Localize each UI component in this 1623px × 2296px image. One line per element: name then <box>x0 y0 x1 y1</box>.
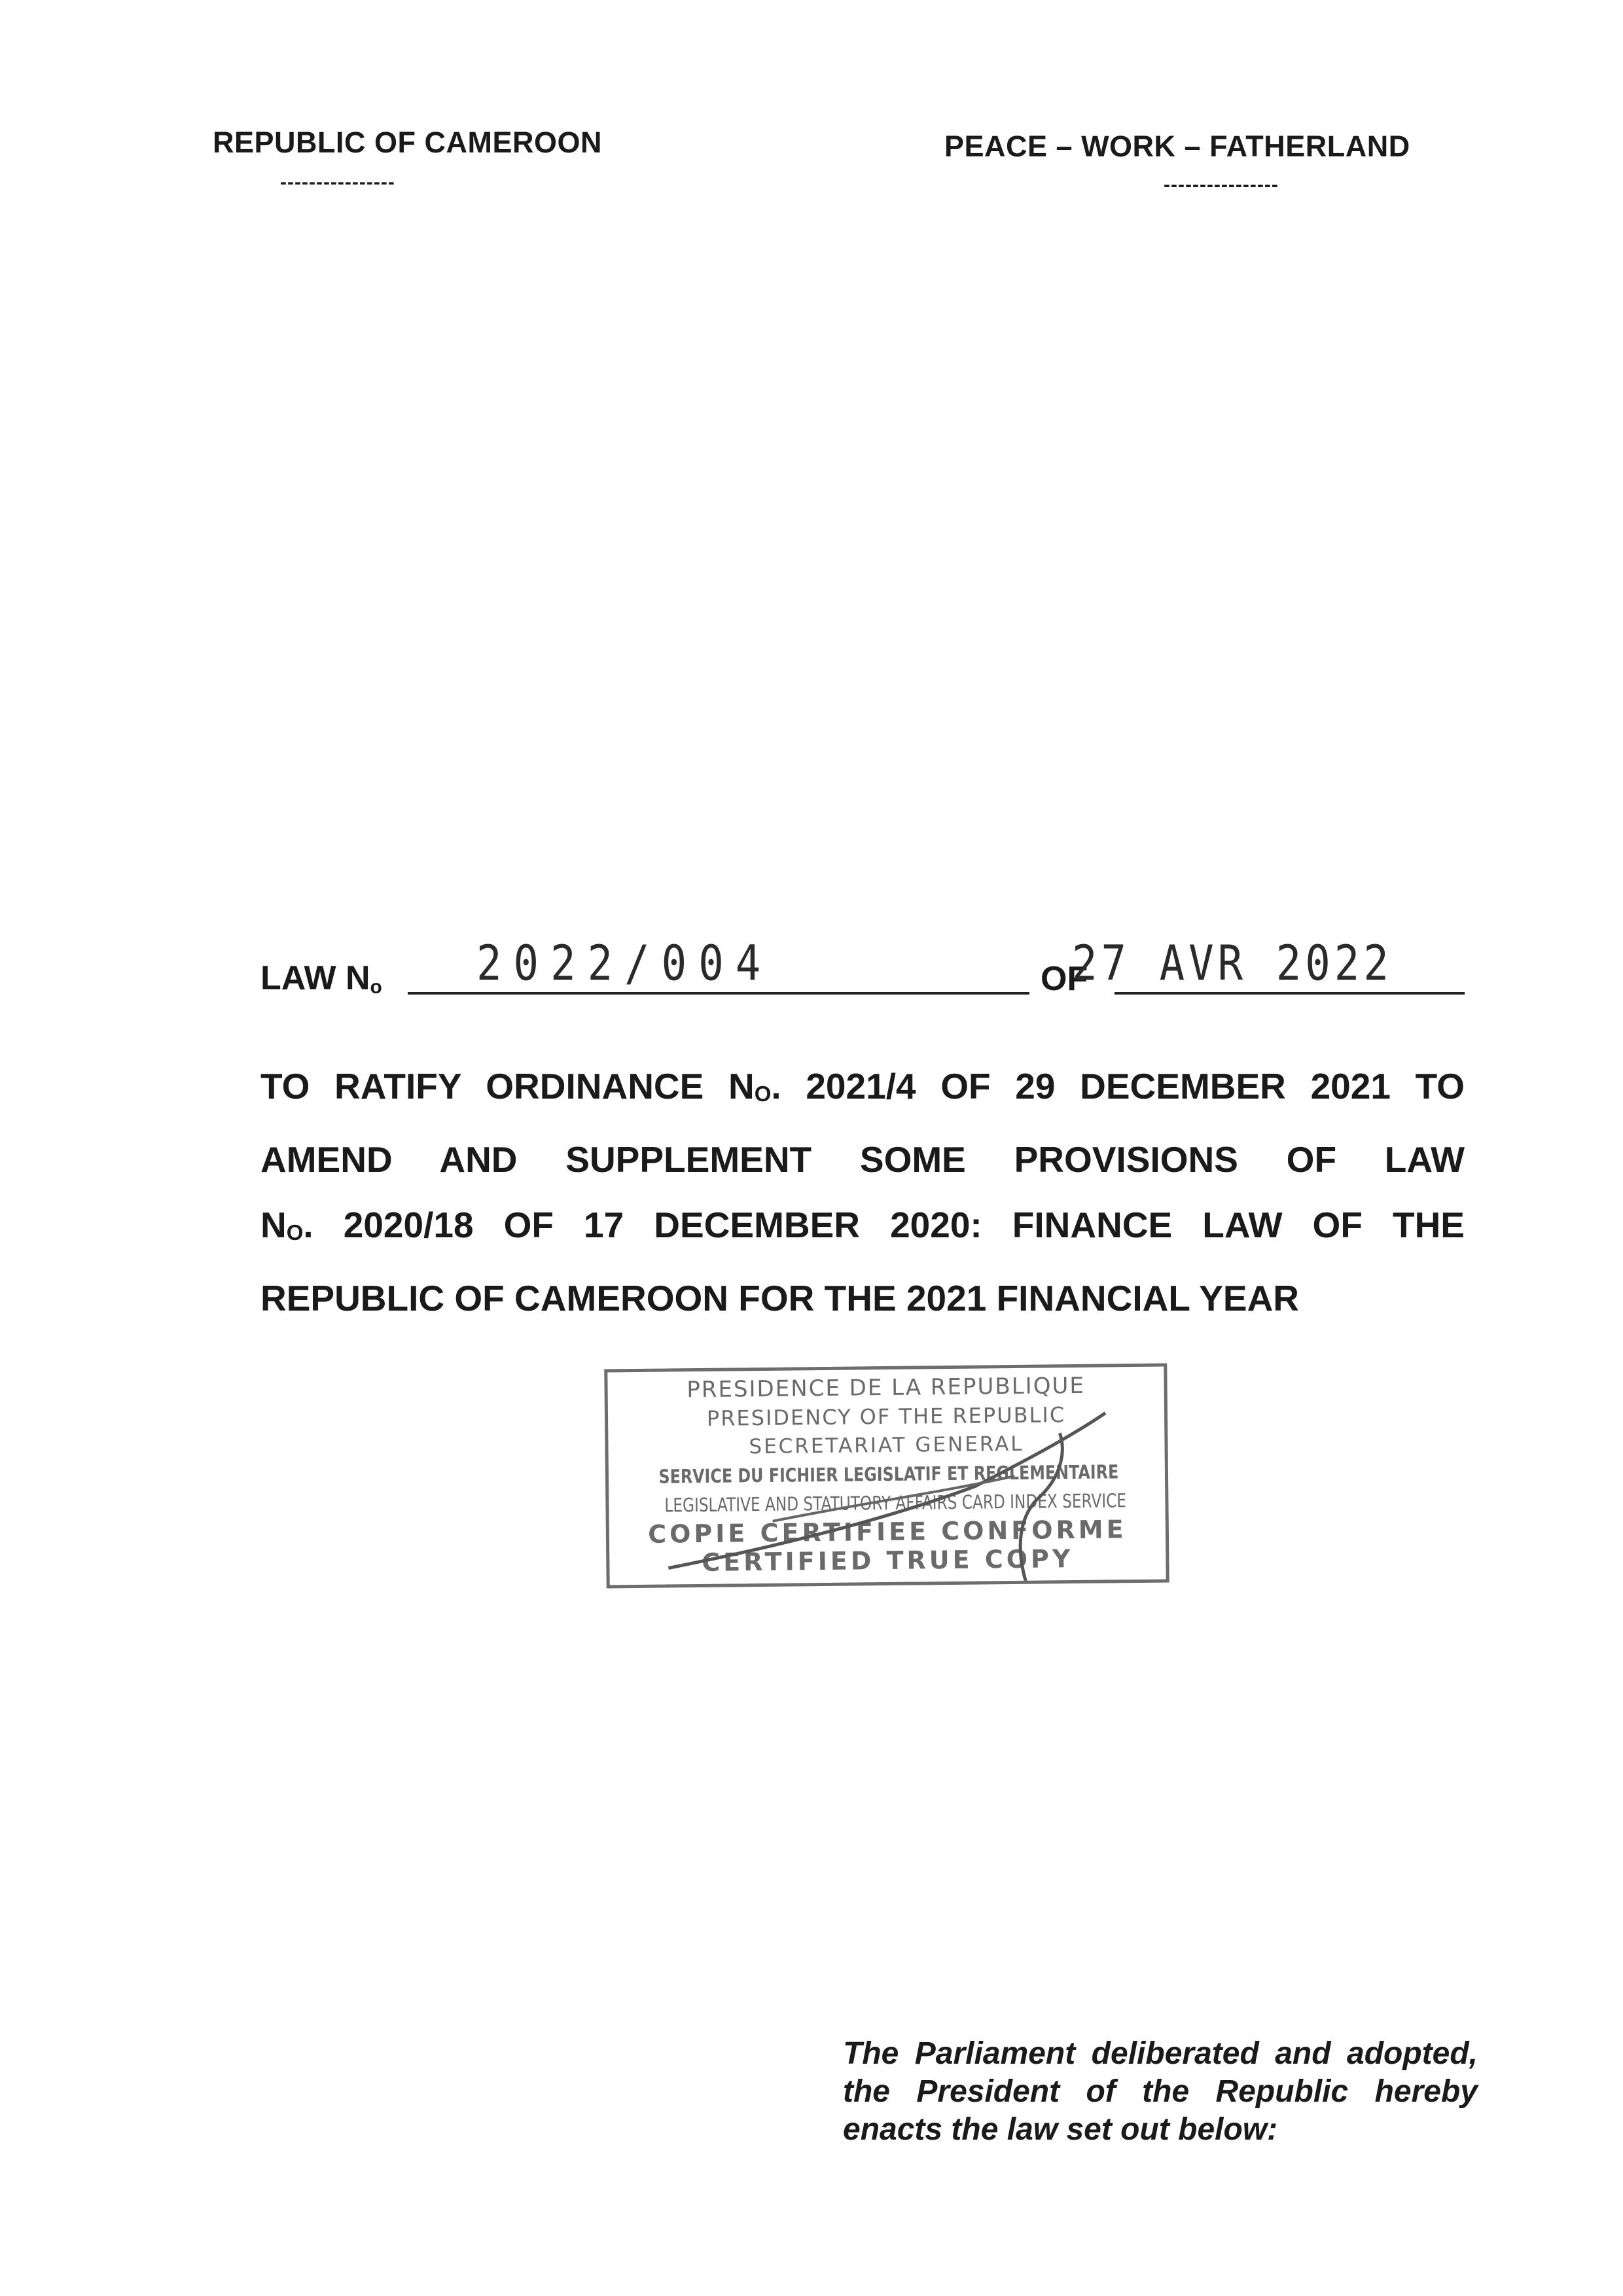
title-line-4: REPUBLIC OF CAMEROON FOR THE 2021 FINANCIAL YEAR <box>260 1278 1300 1318</box>
certified-copy-stamp <box>604 1364 1169 1589</box>
stamp-line-6: COPIE CERTIFIEE CONFORME <box>647 1515 1127 1549</box>
header-right-motto: PEACE – WORK – FATHERLAND <box>944 130 1410 163</box>
stamp-line-1: PRESIDENCE DE LA REPUBLIQUE <box>687 1372 1086 1404</box>
of-label: OF <box>1041 960 1088 998</box>
header-right-dashes: ---------------- <box>1164 174 1279 196</box>
header-left-title: REPUBLIC OF CAMEROON <box>213 126 602 159</box>
stamp-line-7: CERTIFIED TRUE COPY <box>702 1544 1074 1577</box>
stamp-line-4: SERVICE DU FICHIER LEGISLATIF ET REGLEMENTAIRE <box>658 1460 1119 1488</box>
stamp-line-3: SECRETARIAT GENERAL <box>749 1432 1024 1459</box>
title-line-2: AMEND AND SUPPLEMENT SOME PROVISIONS OF LAW <box>260 1139 1465 1180</box>
title-line-3: $N_O$. 2020/18 OF 17 DECEMBER 2020: FINANCE LAW OF THE <box>260 1205 1465 1245</box>
date-stamp: 27 AVR 2022 <box>1072 936 1393 992</box>
law-number-handwritten: 2022/004 <box>476 936 773 992</box>
stamp-line-5: LEGISLATIVE AND STATUTORY AFFAIRS CARD INDEX SERVICE <box>664 1489 1127 1517</box>
stamp-line-2: PRESIDENCY OF THE REPUBLIC <box>706 1402 1066 1431</box>
enactment-line-2: the President of the Republic hereby <box>843 2074 1478 2109</box>
enactment-line-3: enacts the law set out below: <box>843 2112 1278 2147</box>
enactment-formula <box>843 2035 1478 2149</box>
law-number-line <box>260 929 1465 1001</box>
law-title <box>260 1053 1465 1331</box>
header-left-dashes: ---------------- <box>280 171 395 193</box>
law-label: LAW $N_o$ <box>260 959 382 998</box>
signature-scribble <box>607 1367 1166 1585</box>
enactment-line-1: The Parliament deliberated and adopted, <box>843 2036 1478 2071</box>
title-line-1: TO RATIFY ORDINANCE $N_O$. 2021/4 OF 29 DECEMBER 2021 TO <box>260 1066 1465 1106</box>
